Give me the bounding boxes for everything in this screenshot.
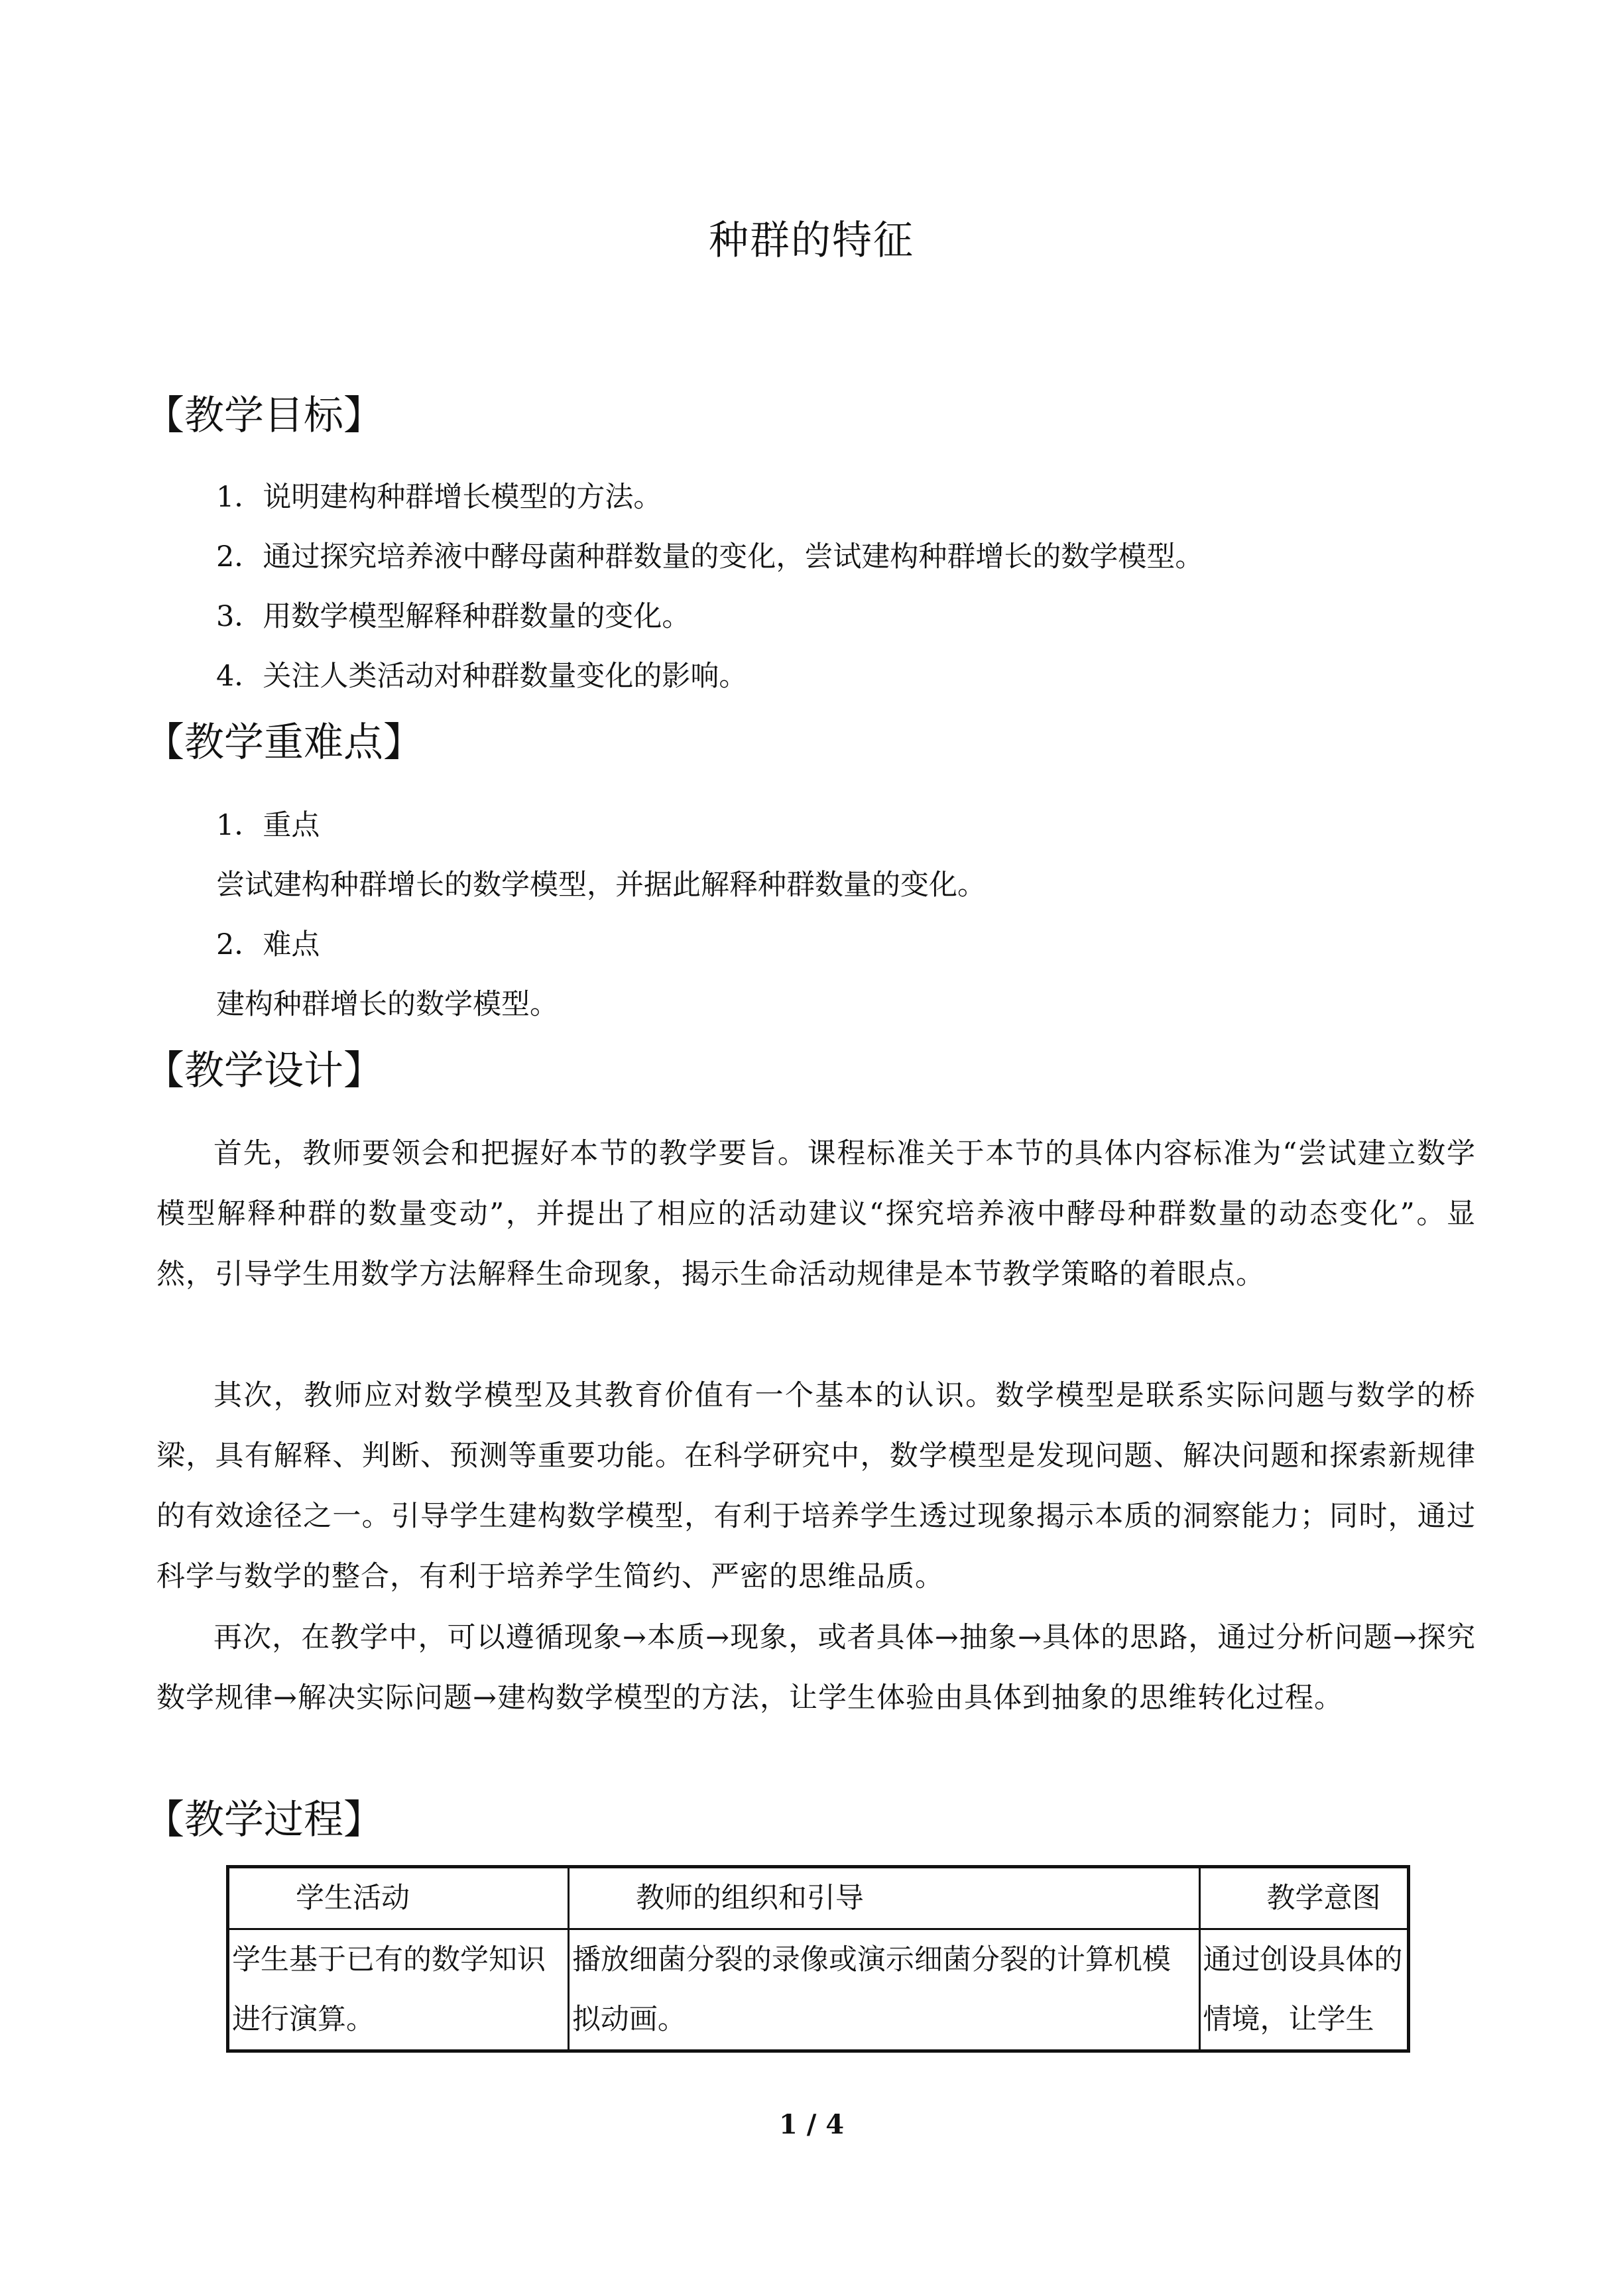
cell-teaching-intent: 通过创设具体的情境，让学生: [1199, 1929, 1409, 2051]
design-paragraph-3: 再次，在教学中，可以遵循现象→本质→现象，或者具体→抽象→具体的思路，通过分析问题→探究数学规律→解决实际问题→建构数学模型的方法，让学生体验由具体到抽象的思维转化过程。: [156, 1621, 1476, 1715]
goal-item-3: 3．用数学模型解释种群数量的变化。: [216, 600, 691, 633]
goal-item-2: 2．通过探究培养液中酵母菌种群数量的变化，尝试建构种群增长的数学模型。: [216, 540, 1204, 574]
design-paragraph-2: 其次，教师应对数学模型及其教育价值有一个基本的认识。数学模型是联系实际问题与数学的桥梁，具有解释、判断、预测等重要功能。在科学研究中，数学模型是发现问题、解决问题和探索新规律的有效途径之一。引导学生建构数学模型，有利于培养学生透过现象揭示本质的洞察能力；同时，通过科学与数学的整合，有利于培养学生简约、严密的思维品质。: [156, 1379, 1476, 1593]
header-teacher-guidance: 教师的组织和引导: [568, 1867, 1199, 1929]
cell-student-activity: 学生基于已有的数学知识进行演算。: [228, 1929, 569, 2051]
focus-label: 1．重点: [216, 809, 320, 842]
goal-item-1: 1．说明建构种群增长模型的方法。: [216, 481, 662, 514]
section-heading-key-points: 【教学重难点】: [145, 719, 423, 766]
section-heading-process: 【教学过程】: [145, 1797, 383, 1843]
page-number: 1 / 4: [778, 2109, 845, 2140]
goal-item-4: 4．关注人类活动对种群数量变化的影响。: [216, 660, 748, 693]
cell-teacher-guidance: 播放细菌分裂的录像或演示细菌分裂的计算机模拟动画。: [568, 1929, 1199, 2051]
table-row: [228, 1929, 1409, 2051]
header-student-activity: 学生活动: [228, 1867, 569, 1929]
document-title: 种群的特征: [709, 217, 914, 264]
teaching-process-table: [226, 1865, 1410, 2053]
section-heading-goals: 【教学目标】: [145, 393, 383, 439]
difficulty-label: 2．难点: [216, 928, 320, 961]
header-teaching-intent: 教学意图: [1199, 1867, 1409, 1929]
table-header-row: [228, 1867, 1409, 1929]
design-paragraph-1: 首先，教师要领会和把握好本节的教学要旨。课程标准关于本节的具体内容标准为“尝试建立数学模型解释种群的数量变动”，并提出了相应的活动建议“探究培养液中酵母种群数量的动态变化”。显然，引导学生用数学方法解释生命现象，揭示生命活动规律是本节教学策略的着眼点。: [156, 1137, 1476, 1291]
section-heading-design: 【教学设计】: [145, 1048, 383, 1094]
difficulty-text: 建构种群增长的数学模型。: [216, 988, 558, 1021]
focus-text: 尝试建构种群增长的数学模型，并据此解释种群数量的变化。: [216, 869, 986, 902]
